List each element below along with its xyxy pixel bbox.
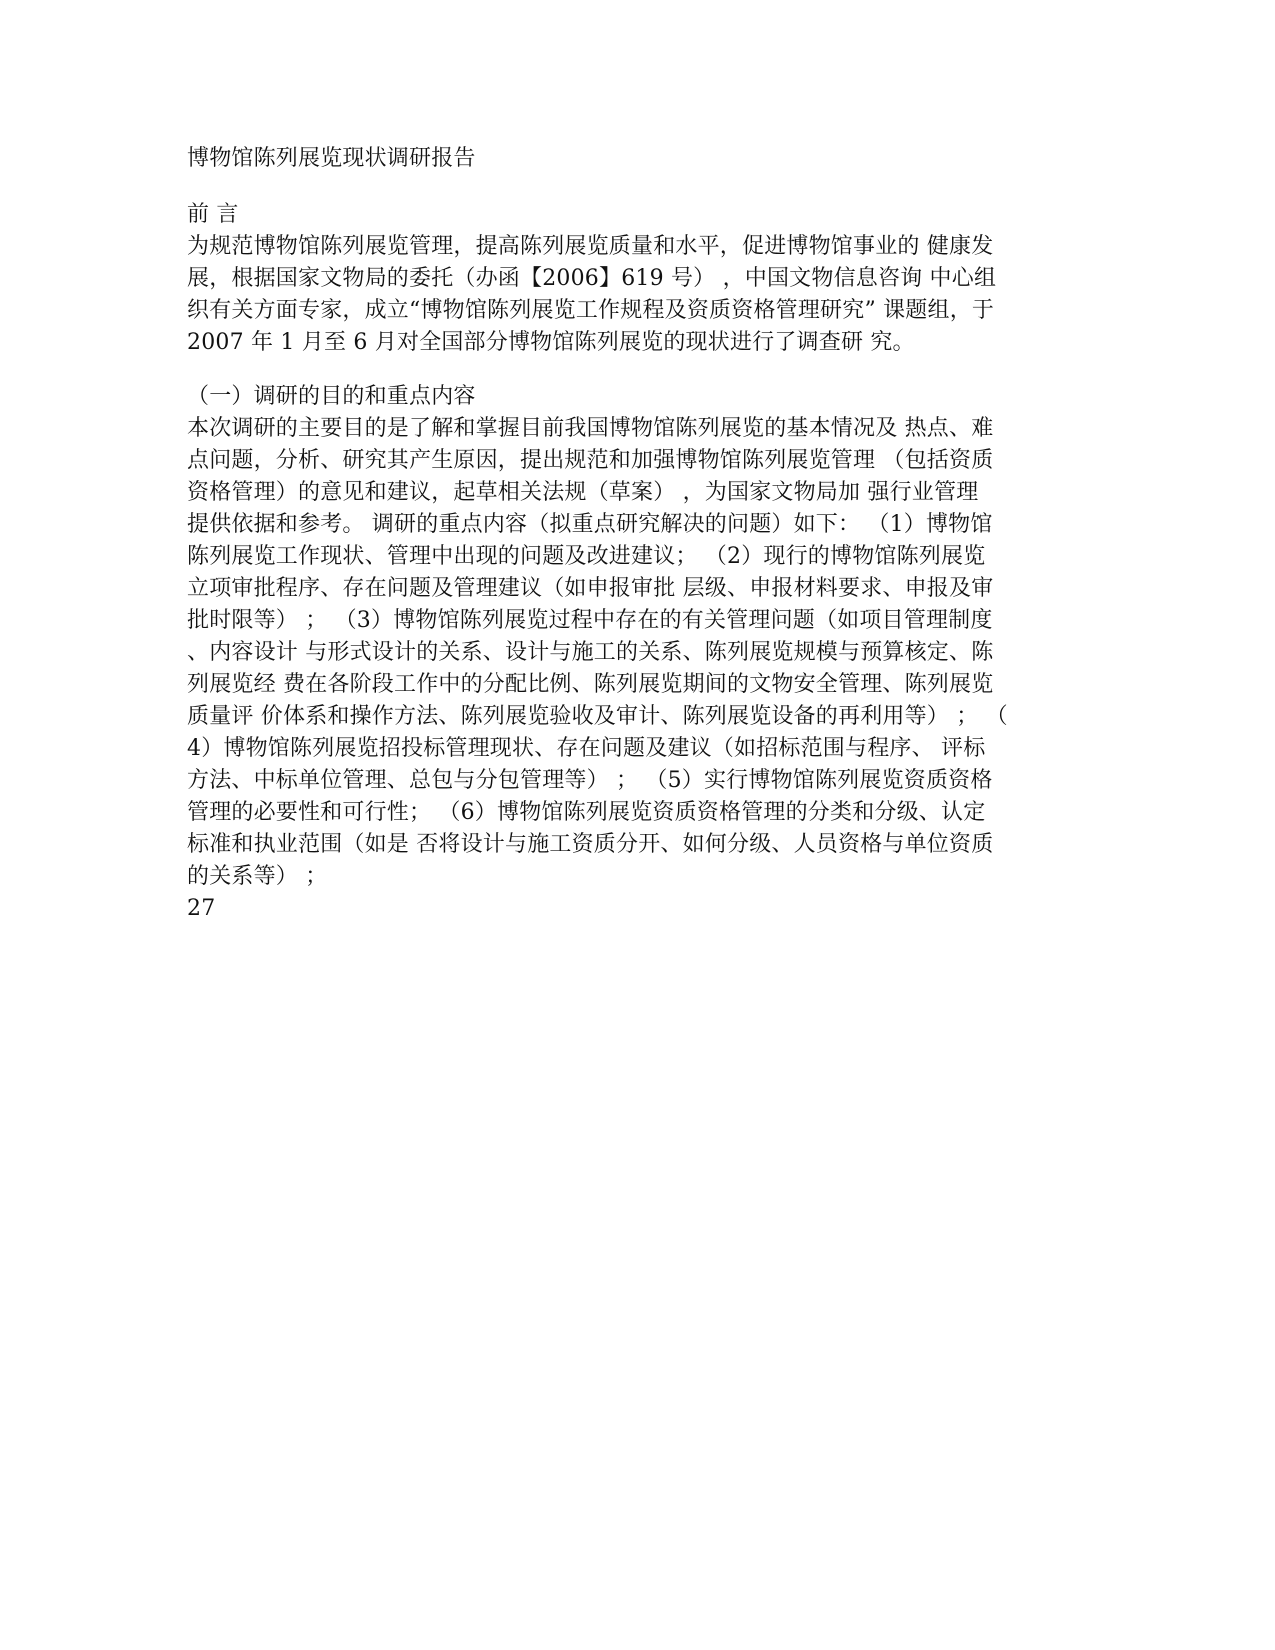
section-line: 陈列展览工作现状、管理中出现的问题及改进建议； （2）现行的博物馆陈列展览 xyxy=(187,544,986,569)
section-line: 立项审批程序、存在问题及管理建议（如申报审批 层级、申报材料要求、申报及审 xyxy=(187,576,994,601)
preface-line: 织有关方面专家，成立“博物馆陈列展览工作规程及资质资格管理研究” 课题组，于 xyxy=(187,298,995,323)
section-line: 、内容设计 与形式设计的关系、设计与施工的关系、陈列展览规模与预算核定、陈 xyxy=(187,640,994,665)
section-line: 批时限等） ； （3）博物馆陈列展览过程中存在的有关管理问题（如项目管理制度 xyxy=(187,608,993,633)
page-number: 27 xyxy=(187,896,216,921)
preface-line: 展，根据国家文物局的委托（办函【2006】619 号） ，中国文物信息咨询 中心组 xyxy=(187,266,997,291)
section-line: 4）博物馆陈列展览招投标管理现状、存在问题及建议（如招标范围与程序、 评标 xyxy=(187,736,986,761)
section-line: 方法、中标单位管理、总包与分包管理等） ； （5）实行博物馆陈列展览资质资格 xyxy=(187,768,993,793)
section-line: 提供依据和参考。 调研的重点内容（拟重点研究解决的问题）如下： （1）博物馆 xyxy=(187,512,993,537)
section-heading: （一）调研的目的和重点内容 xyxy=(187,384,476,409)
section-line: 管理的必要性和可行性； （6）博物馆陈列展览资质资格管理的分类和分级、认定 xyxy=(187,800,986,825)
section-line: 本次调研的主要目的是了解和掌握目前我国博物馆陈列展览的基本情况及 热点、难 xyxy=(187,416,994,441)
section-line: 质量评 价体系和操作方法、陈列展览验收及审计、陈列展览设备的再利用等） ； （ xyxy=(187,704,1008,729)
preface-heading: 前 言 xyxy=(187,202,239,227)
preface-line: 2007 年 1 月至 6 月对全国部分博物馆陈列展览的现状进行了调查研 究。 xyxy=(187,330,915,355)
section-line: 点问题，分析、研究其产生原因，提出规范和加强博物馆陈列展览管理 （包括资质 xyxy=(187,448,994,473)
preface-line: 为规范博物馆陈列展览管理，提高陈列展览质量和水平，促进博物馆事业的 健康发 xyxy=(187,234,994,259)
section-line: 的关系等） ； xyxy=(187,864,328,889)
document-title: 博物馆陈列展览现状调研报告 xyxy=(187,146,476,171)
section-line: 资格管理）的意见和建议，起草相关法规（草案） ，为国家文物局加 强行业管理 xyxy=(187,480,979,505)
section-line: 列展览经 费在各阶段工作中的分配比例、陈列展览期间的文物安全管理、陈列展览 xyxy=(187,672,994,697)
section-line: 标准和执业范围（如是 否将设计与施工资质分开、如何分级、人员资格与单位资质 xyxy=(187,832,994,857)
